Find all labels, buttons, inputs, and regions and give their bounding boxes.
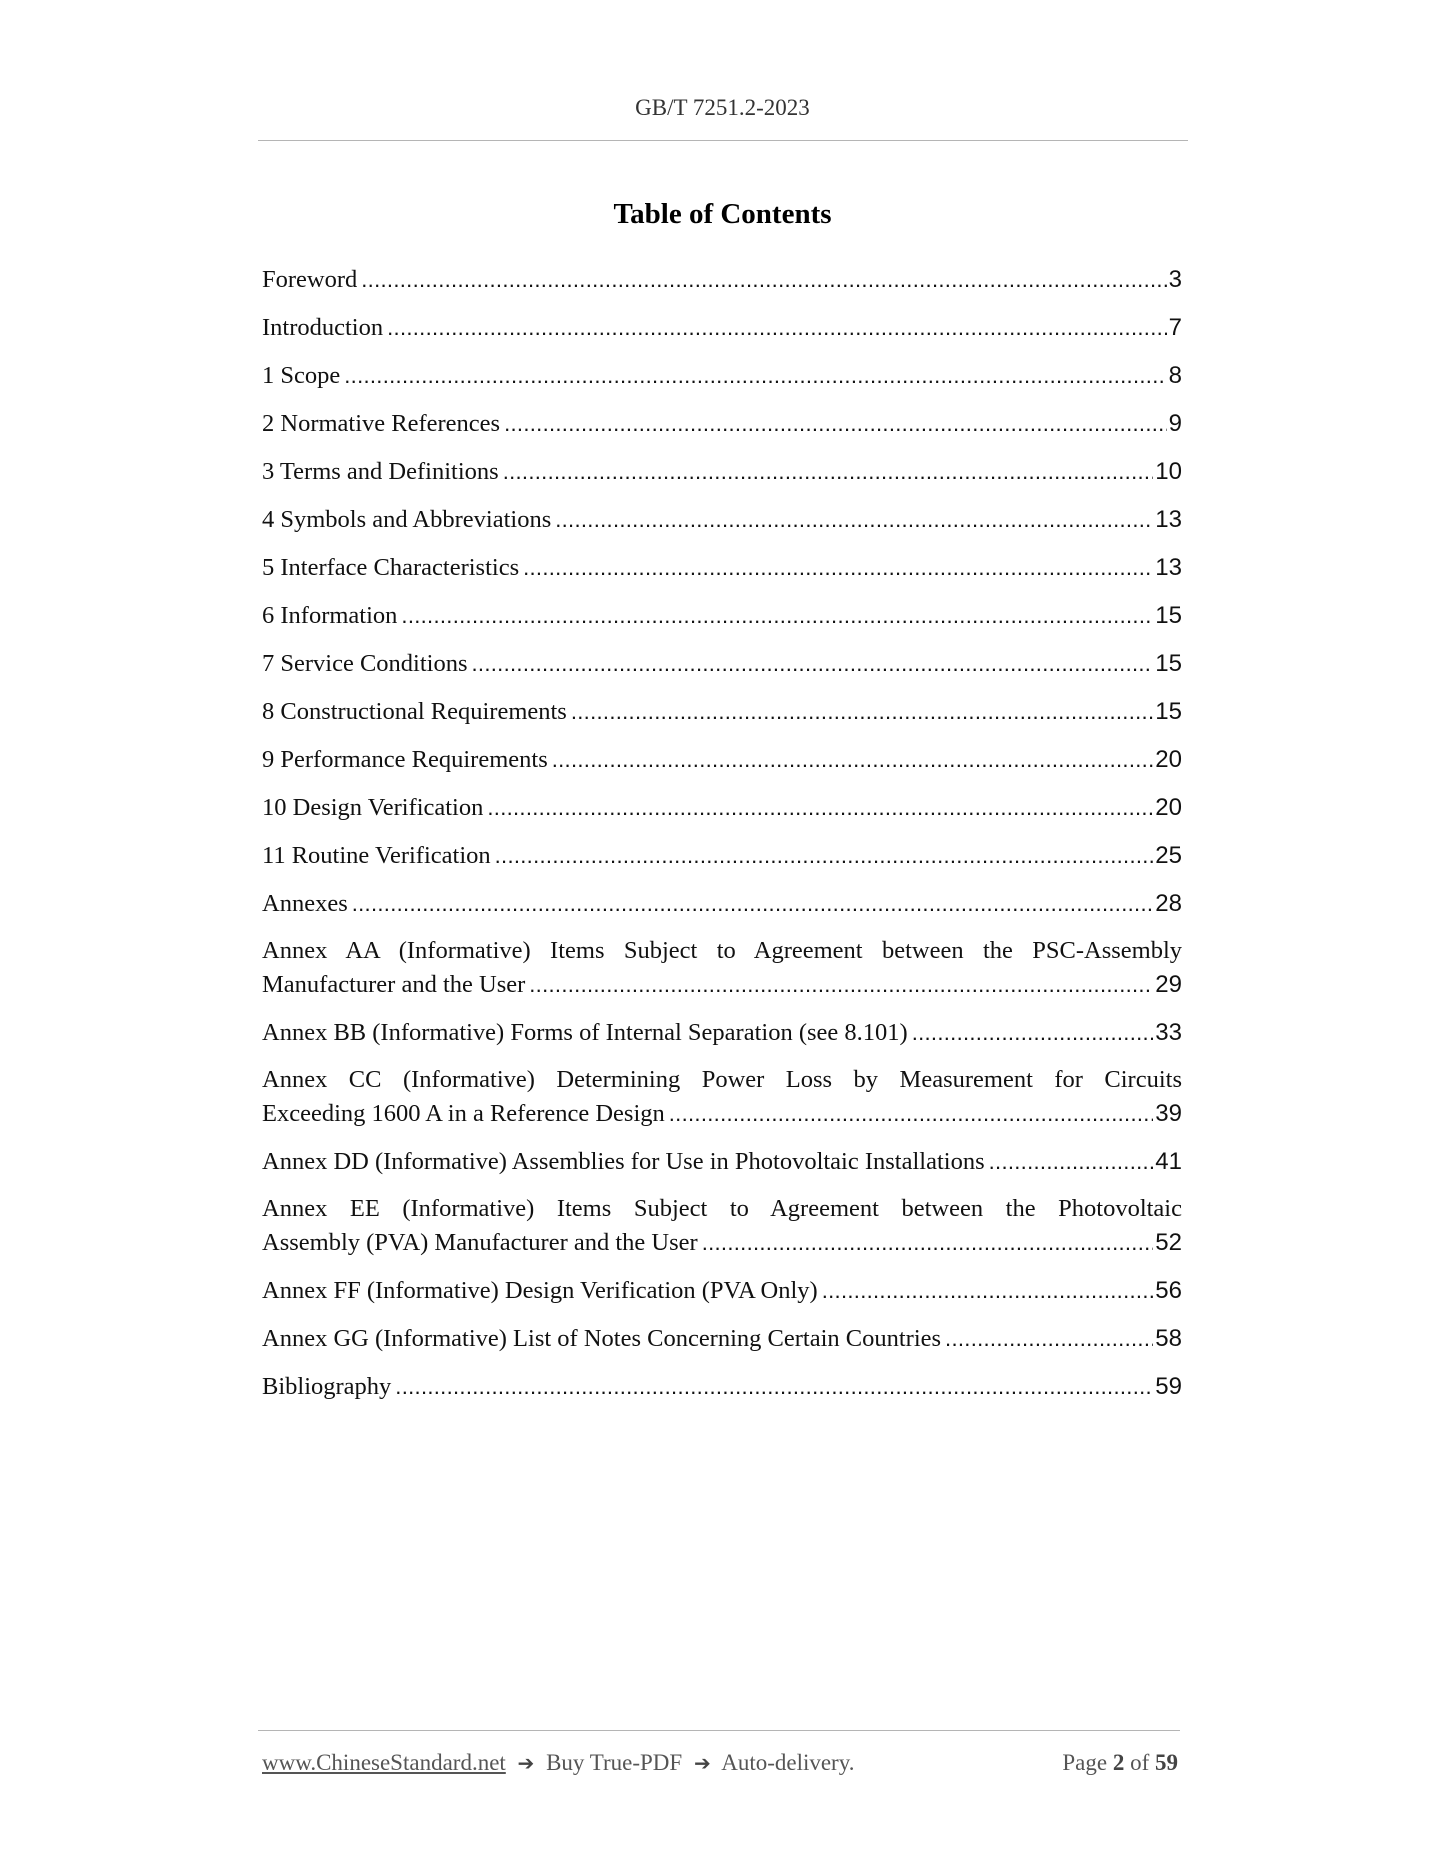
dot-leader [504, 406, 1167, 441]
of-label: of [1130, 1750, 1150, 1775]
dot-leader [529, 968, 1153, 1002]
toc-entry-page: 8 [1168, 362, 1182, 389]
toc-entry-title: 4 Symbols and Abbreviations [262, 506, 552, 533]
toc-entry-title: Annex GG (Informative) List of Notes Concerning Certain Countries [262, 1325, 942, 1352]
toc-entry-page: 15 [1155, 698, 1182, 725]
toc-entry-title: 1 Scope [262, 362, 341, 389]
chinesestandard-link[interactable]: www.ChineseStandard.net [262, 1750, 506, 1775]
toc-entry-page: 3 [1168, 266, 1182, 293]
header-document-id: GB/T 7251.2-2023 [635, 95, 810, 120]
toc-entry-service-conditions[interactable] [262, 646, 1182, 681]
toc-entry-page: 52 [1155, 1229, 1182, 1256]
dot-leader [472, 646, 1154, 681]
toc-entry-interface-characteristics[interactable] [262, 550, 1182, 585]
toc-entry-performance-requirements[interactable] [262, 742, 1182, 777]
toc-entry-title: Annex DD (Informative) Assemblies for Use in Photovoltaic Installations [262, 1148, 985, 1175]
toc-title: Table of Contents [613, 198, 832, 230]
toc-entry-constructional-requirements[interactable] [262, 694, 1182, 729]
dot-leader [552, 742, 1154, 777]
toc-entry-page: 28 [1155, 890, 1182, 917]
toc-entry-title: 7 Service Conditions [262, 650, 468, 677]
toc-entry-title: 10 Design Verification [262, 794, 484, 821]
toc-entry-annex-ee[interactable] [262, 1192, 1182, 1260]
toc-entry-title-line2: Assembly (PVA) Manufacturer and the User [262, 1229, 698, 1256]
toc-entry-annex-bb[interactable] [262, 1015, 1182, 1050]
toc-entry-foreword[interactable] [262, 262, 1182, 297]
toc-entry-page: 33 [1155, 1019, 1182, 1046]
toc-entry-symbols-and-abbreviations[interactable] [262, 502, 1182, 537]
footer-step-buy: Buy True-PDF [546, 1750, 683, 1775]
toc-entry-annex-dd[interactable] [262, 1144, 1182, 1179]
toc-entry-bibliography[interactable] [262, 1369, 1182, 1404]
toc-entry-title: Annex FF (Informative) Design Verification (PVA Only) [262, 1277, 818, 1304]
toc-entry-title-line1: Annex AA (Informative) Items Subject to Agreement between the PSC-Assembly [262, 937, 1182, 964]
toc-entry-annex-aa[interactable] [262, 934, 1182, 1002]
toc-entry-annex-gg[interactable] [262, 1321, 1182, 1356]
toc-entry-title-line2-row [262, 1226, 1182, 1260]
right-arrow-icon: ➔ [693, 1751, 711, 1775]
toc-entry-title: Bibliography [262, 1373, 392, 1400]
page-label: Page [1062, 1750, 1108, 1775]
dot-leader [487, 790, 1153, 825]
toc-entry-title-line1: Annex CC (Informative) Determining Power Loss by Measurement for Circuits [262, 1066, 1182, 1093]
dot-leader [361, 262, 1166, 297]
toc-entry-design-verification[interactable] [262, 790, 1182, 825]
dot-leader [989, 1144, 1154, 1179]
toc-entry-page: 20 [1155, 794, 1182, 821]
toc-entry-title-line2: Exceeding 1600 A in a Reference Design [262, 1100, 665, 1127]
dot-leader [387, 310, 1167, 345]
toc-entry-annex-cc[interactable] [262, 1063, 1182, 1131]
toc-entry-title: 2 Normative References [262, 410, 501, 437]
toc-entry-title-line2-row [262, 1097, 1182, 1131]
toc-entry-title: 6 Information [262, 602, 398, 629]
toc-entry-title: Foreword [262, 266, 358, 293]
toc-entry-title: Annexes [262, 890, 348, 917]
dot-leader [912, 1015, 1154, 1050]
toc-entry-page: 25 [1155, 842, 1182, 869]
dot-leader [352, 886, 1154, 921]
toc-entry-normative-references[interactable] [262, 406, 1182, 441]
toc-entry-page: 13 [1155, 506, 1182, 533]
toc-entry-page: 58 [1155, 1325, 1182, 1352]
toc-entry-page: 29 [1155, 971, 1182, 998]
toc-entry-page: 7 [1168, 314, 1182, 341]
right-arrow-icon: ➔ [517, 1751, 535, 1775]
toc-entry-title: 9 Performance Requirements [262, 746, 548, 773]
page-indicator [1062, 1750, 1178, 1776]
current-page-number: 2 [1112, 1750, 1125, 1775]
toc-entry-page: 15 [1155, 602, 1182, 629]
dot-leader [344, 358, 1166, 393]
dot-leader [945, 1321, 1153, 1356]
toc-entry-page: 13 [1155, 554, 1182, 581]
toc-entry-page: 59 [1155, 1373, 1182, 1400]
dot-leader [571, 694, 1153, 729]
page-footer [262, 1750, 1178, 1784]
dot-leader [555, 502, 1153, 537]
toc-entry-page: 10 [1155, 458, 1182, 485]
header-divider [258, 140, 1188, 141]
footer-step-delivery: Auto-delivery. [721, 1750, 855, 1775]
toc-entry-information[interactable] [262, 598, 1182, 633]
toc-entry-title: 5 Interface Characteristics [262, 554, 520, 581]
dot-leader [523, 550, 1153, 585]
toc-entry-title: Introduction [262, 314, 384, 341]
toc-entry-page: 56 [1155, 1277, 1182, 1304]
total-page-count: 59 [1155, 1750, 1178, 1775]
toc-entry-page: 39 [1155, 1100, 1182, 1127]
toc-entry-routine-verification[interactable] [262, 838, 1182, 873]
footer-promo [262, 1750, 854, 1776]
dot-leader [669, 1097, 1154, 1131]
toc-entry-annexes[interactable] [262, 886, 1182, 921]
toc-entry-scope[interactable] [262, 358, 1182, 393]
dot-leader [503, 454, 1154, 489]
toc-list [262, 262, 1182, 1417]
toc-entry-terms-and-definitions[interactable] [262, 454, 1182, 489]
dot-leader [495, 838, 1154, 873]
dot-leader [395, 1369, 1153, 1404]
toc-entry-page: 41 [1155, 1148, 1182, 1175]
toc-entry-annex-ff[interactable] [262, 1273, 1182, 1308]
toc-entry-introduction[interactable] [262, 310, 1182, 345]
toc-entry-page: 15 [1155, 650, 1182, 677]
toc-entry-page: 9 [1168, 410, 1182, 437]
toc-entry-title: Annex BB (Informative) Forms of Internal Separation (see 8.101) [262, 1019, 908, 1046]
toc-entry-title: 3 Terms and Definitions [262, 458, 499, 485]
dot-leader [822, 1273, 1154, 1308]
toc-entry-title-line2-row [262, 968, 1182, 1002]
toc-entry-title: 11 Routine Verification [262, 842, 491, 869]
footer-divider [258, 1730, 1180, 1731]
toc-entry-title-line1: Annex EE (Informative) Items Subject to Agreement between the Photovoltaic [262, 1195, 1182, 1222]
dot-leader [401, 598, 1153, 633]
toc-entry-page: 20 [1155, 746, 1182, 773]
toc-entry-title-line2: Manufacturer and the User [262, 971, 526, 998]
dot-leader [702, 1226, 1154, 1260]
toc-entry-title: 8 Constructional Requirements [262, 698, 567, 725]
